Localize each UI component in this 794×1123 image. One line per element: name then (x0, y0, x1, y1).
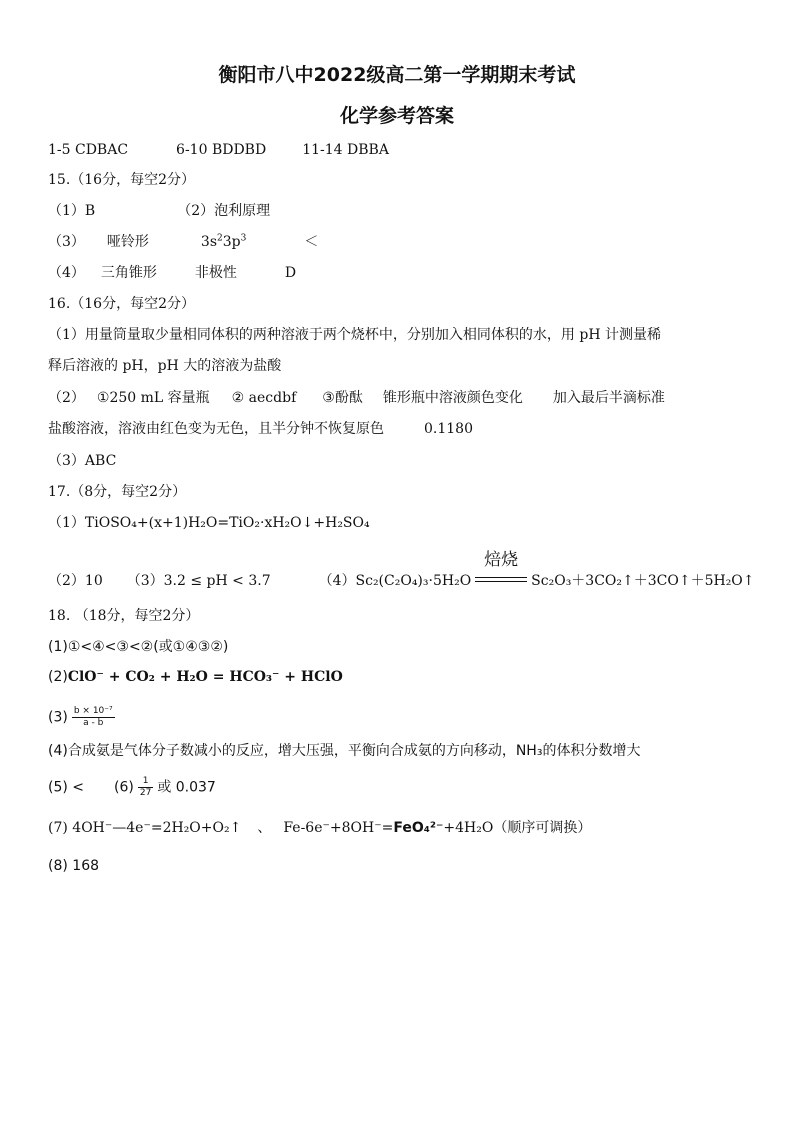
q16-line-1: （1）用量筒量取少量相同体积的两种溶液于两个烧杯中，分别加入相同体积的水，用 pH 计测量稀 (48, 327, 661, 343)
q18-iron-equation: Fe-6e⁻+8OH⁻= (283, 820, 394, 836)
q16-line-3 (48, 388, 665, 408)
q18-line-7 (48, 818, 591, 838)
q15-answer-2: （2）泡利原理 (177, 203, 271, 219)
q15-line-1 (48, 201, 270, 221)
q15-comparison: ＜ (304, 234, 319, 250)
q18-separator: 、 (257, 820, 272, 836)
q18-label-2: (2) (48, 669, 68, 685)
q17-line-2 (48, 550, 755, 591)
q15-heading: 15.（16分，每空2分） (48, 172, 195, 188)
q18-line-2 (48, 667, 343, 687)
q17-reactant: （4）Sc₂(C₂O₄)₃·5H₂O (318, 573, 472, 589)
q18-answer-5: (5) < (48, 779, 85, 796)
q15-geometry: 三角锥形 (100, 265, 157, 281)
q16-line-2: 释后溶液的 pH，pH 大的溶液为盐酸 (48, 358, 282, 374)
q18-heading: 18. （18分，每空2分） (48, 608, 200, 624)
q15-polarity: 非极性 (194, 265, 237, 281)
q18-ferrate-ion: FeO₄²⁻ (393, 820, 444, 836)
q18-answer-6-alt: 或 0.037 (157, 779, 216, 796)
q16-endpoint-cont: 盐酸溶液，溶液由红色变为无色，且半分钟不恢复原色 (48, 421, 384, 437)
q18-line-3 (48, 706, 119, 729)
q18-line-4: (4)合成氨是气体分子数减小的反应，增大压强，平衡向合成氨的方向移动，NH₃的体积分数增大 (48, 743, 641, 759)
q17-products: Sc₂O₃＋3CO₂↑＋3CO↑＋5H₂O↑ (531, 573, 755, 589)
q16-answer-flask: ①250 mL 容量瓶 (96, 390, 210, 406)
q18-fraction-3: $\frac{\text{b × 10⁻⁷}}{a - b}$ (73, 706, 113, 728)
q18-anode-equation: (7) 4OH⁻—4e⁻=2H₂O+O₂↑ (48, 820, 242, 836)
q15-line-3 (48, 263, 296, 283)
q18-label-6: (6) (114, 779, 134, 796)
q18-line-1: (1)①<④<③<②(或①④③②) (48, 639, 229, 655)
page-title: 衡阳市八中2022级高二第一学期期末考试 (218, 64, 576, 86)
q16-answer-endpoint: 加入最后半滴标准 (552, 390, 665, 406)
q18-equation: ClO⁻ + CO₂ + H₂O = HCO₃⁻ + HClO (67, 669, 343, 685)
q15-label-3: （3） (48, 234, 85, 250)
q17-line-1: （1）TiOSO₄+(x+1)H₂O=TiO₂·xH₂O↓+H₂SO₄ (48, 515, 370, 531)
choice-group-3: 11-14 DBBA (302, 142, 389, 158)
q16-answer-observe: 锥形瓶中溶液颜色变化 (382, 390, 523, 406)
q15-choice: D (284, 265, 297, 281)
q16-answer-order: ② aecdbf (231, 390, 297, 406)
page-subtitle: 化学参考答案 (339, 105, 454, 127)
q15-answer-1: （1）B (48, 203, 96, 219)
choice-group-1: 1-5 CDBAC (48, 142, 129, 158)
q15-orbital-shape: 哑铃形 (106, 234, 149, 250)
q18-line-8: (8) 168 (48, 858, 100, 874)
q15-electron-config: $3s^23p^3$ (200, 233, 247, 250)
choice-answers-row (48, 140, 389, 160)
q16-line-5: （3）ABC (48, 453, 117, 469)
q15-line-2 (48, 232, 318, 252)
q16-line-4 (48, 419, 473, 439)
q16-concentration: 0.1180 (424, 421, 473, 437)
q18-iron-equation-end: +4H₂O（顺序可调换） (443, 820, 592, 836)
q18-label-3: (3) (48, 709, 68, 726)
q18-fraction-6: $\frac{1}{27}$ (139, 776, 152, 798)
q17-answer-3: （3）3.2 ≤ pH < 3.7 (126, 573, 271, 589)
q17-reaction-condition (473, 550, 529, 588)
q16-heading: 16.（16分，每空2分） (48, 296, 195, 312)
q15-label-4: （4） (48, 265, 85, 281)
choice-group-2: 6-10 BDDBD (176, 142, 267, 158)
q16-label-2: （2） (48, 390, 85, 406)
q18-line-5 (48, 776, 216, 799)
q17-condition-label: 焙烧 (484, 550, 519, 570)
q17-answer-2: （2）10 (48, 573, 103, 589)
q16-answer-indicator: ③酚酞 (322, 390, 363, 406)
q17-heading: 17.（8分，每空2分） (48, 484, 187, 500)
